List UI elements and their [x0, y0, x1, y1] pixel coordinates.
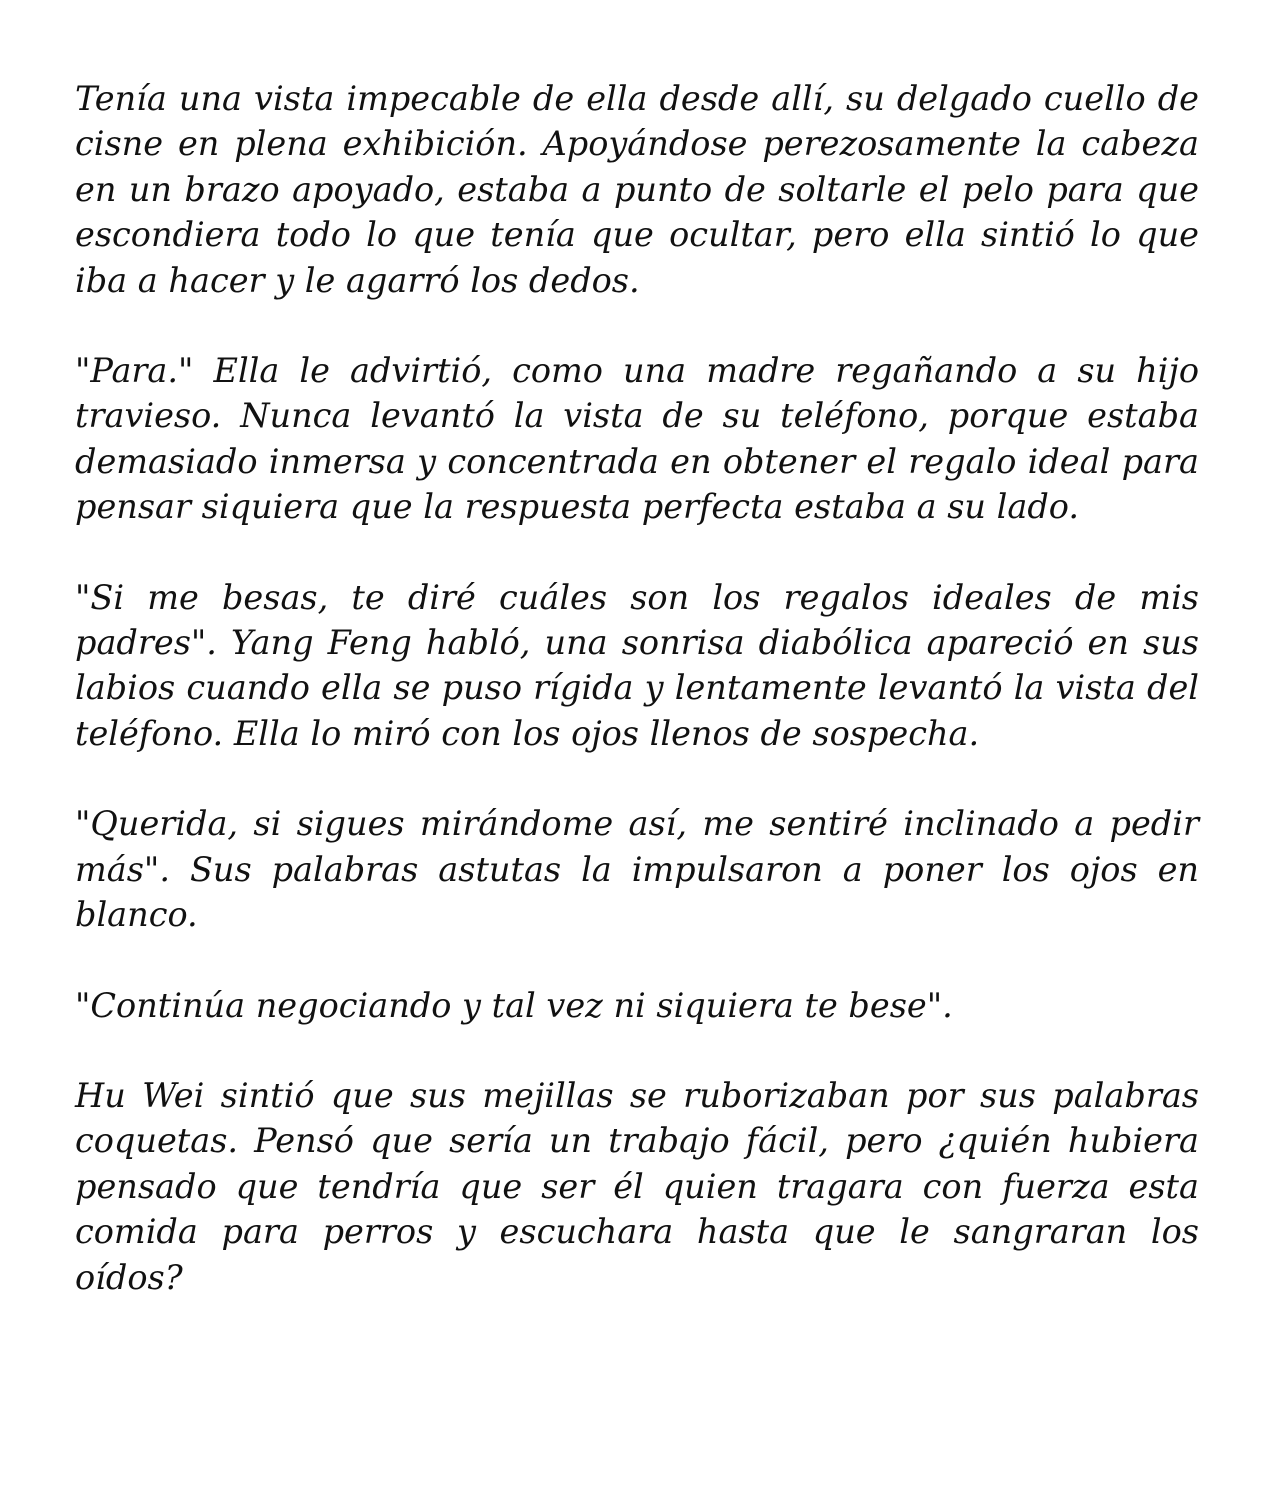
paragraph: "Querida, si sigues mirándome así, me sentiré inclinado a pedir más". Sus palabras astutas la impulsaron a poner los ojos en blanco. — [75, 804, 1199, 935]
document-page — [75, 76, 1199, 1300]
paragraph: "Continúa negociando y tal vez ni siquiera te bese". — [75, 985, 953, 1025]
paragraph: Hu Wei sintió que sus mejillas se ruborizaban por sus palabras coquetas. Pensó que sería un trabajo fácil, pero ¿quién hubiera pensado que tendría que ser él quien tragara con fuerza esta comida para perros y escuchara hasta que le sangraran los oídos? — [75, 1075, 1199, 1297]
paragraph: "Si me besas, te diré cuáles son los regalos ideales de mis padres". Yang Feng habló, una sonrisa diabólica apareció en sus labios cuando ella se puso rígida y lentamente levantó la vista del teléfono. Ella lo miró con los ojos llenos de sospecha. — [75, 577, 1199, 753]
paragraph: "Para." Ella le advirtió, como una madre regañando a su hijo travieso. Nunca levantó la vista de su teléfono, porque estaba demasiado inmersa y concentrada en obtener el regalo ideal para pensar siquiera que la respuesta perfecta estaba a su lado. — [75, 351, 1199, 527]
paragraph: Tenía una vista impecable de ella desde allí, su delgado cuello de cisne en plena exhibición. Apoyándose perezosamente la cabeza en un brazo apoyado, estaba a punto de soltarle el pelo para que escondiera todo lo que tenía que ocultar, pero ella sintió lo que iba a hacer y le agarró los dedos. — [75, 79, 1199, 300]
